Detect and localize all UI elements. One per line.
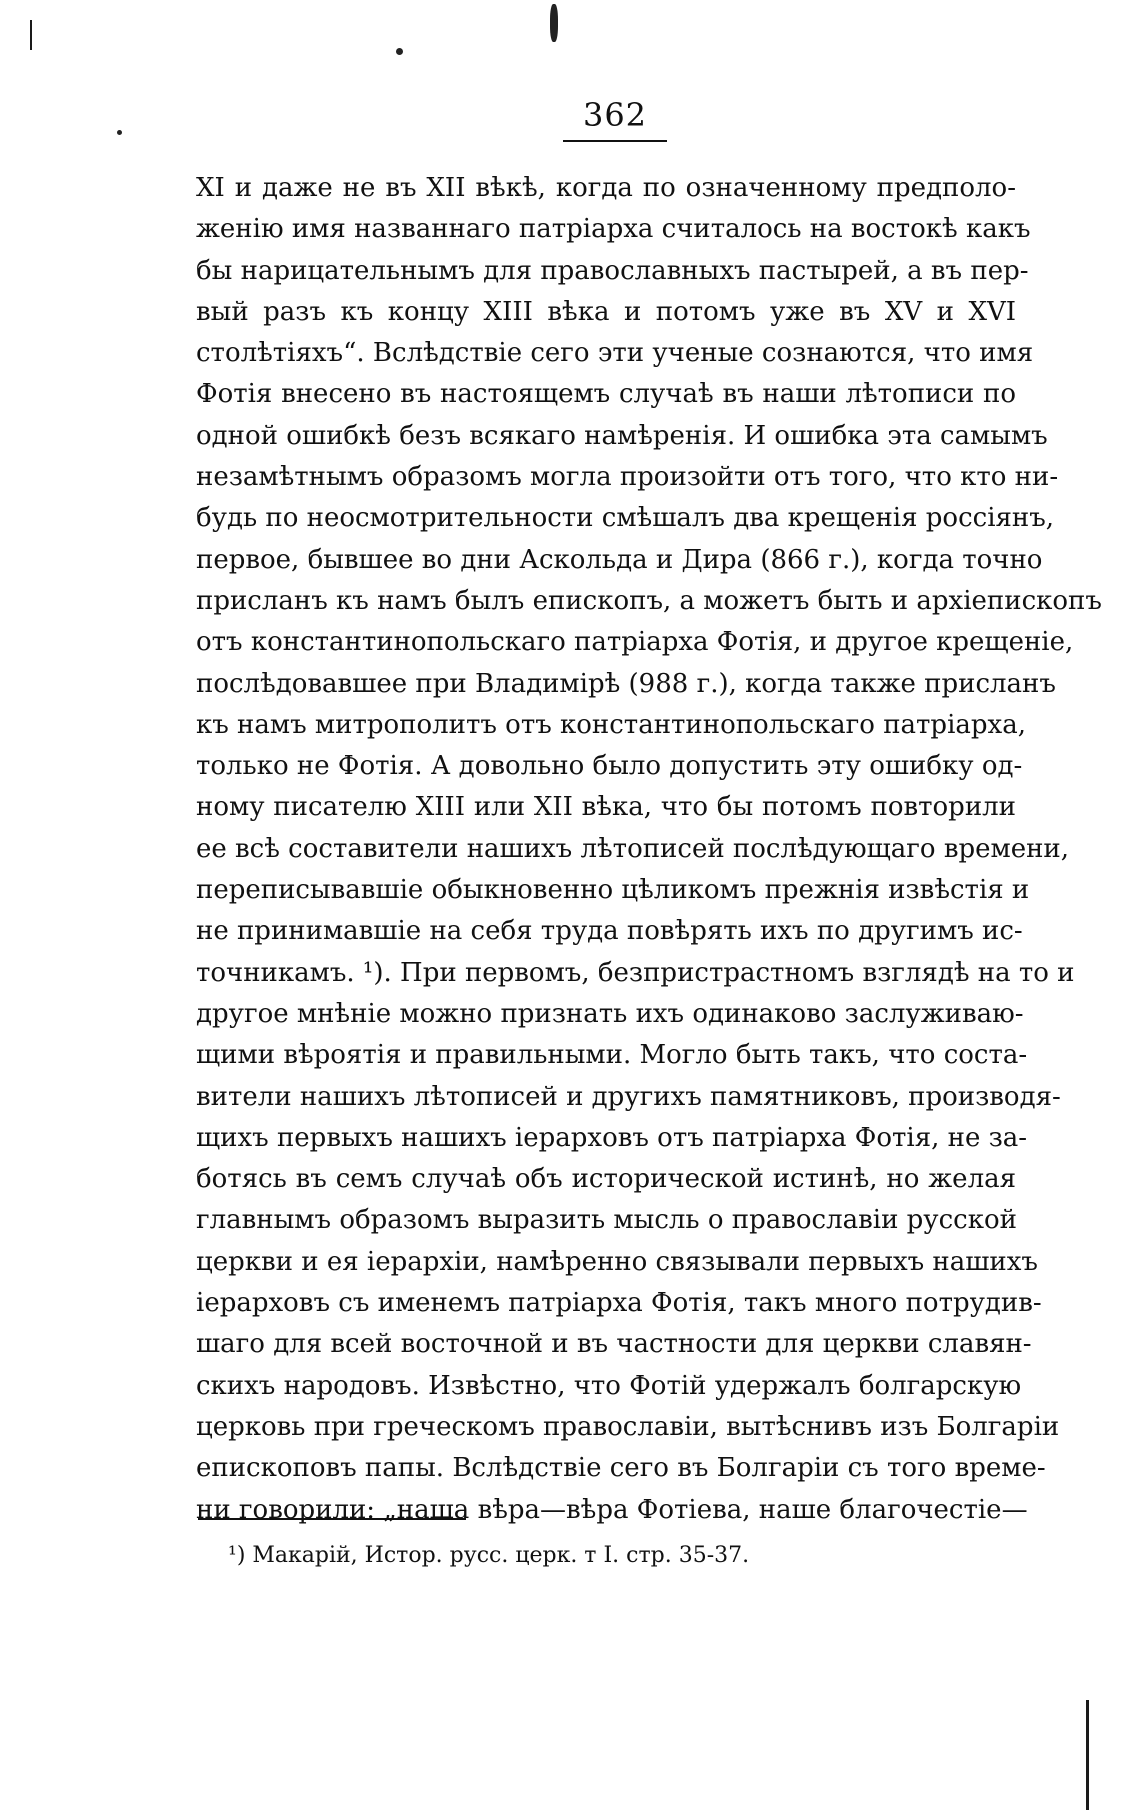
text-line: церковь при греческомъ православіи, вытѣснивъ изъ Болгаріи	[196, 1411, 1060, 1442]
text-line: ботясь въ семъ случаѣ объ исторической истинѣ, но желая	[196, 1164, 1016, 1195]
text-line: ее всѣ составители нашихъ лѣтописей послѣдующаго времени,	[196, 833, 1070, 864]
text-line: ному писателю XIII или XII вѣка, что бы потомъ повторили	[196, 792, 1016, 823]
text-line: іерарховъ съ именемъ патріарха Фотія, такъ много потрудив-	[196, 1288, 1042, 1319]
text-line: вый разъ къ концу XIII вѣка и потомъ уже въ XV и XVI	[196, 296, 1016, 327]
text-line: щихъ первыхъ нашихъ іерарховъ отъ патріарха Фотія, не за-	[196, 1122, 1028, 1153]
page-number-rule	[563, 140, 667, 142]
text-line: церкви и ея іерархіи, намѣренно связывали первыхъ нашихъ	[196, 1246, 1038, 1277]
text-line: будь по неосмотрительности смѣшалъ два крещенія россіянъ,	[196, 503, 1055, 534]
text-line: ни говорили: „наша вѣра—вѣра Фотіева, наше благочестіе—	[196, 1494, 1028, 1525]
text-line: послѣдовавшее при Владимірѣ (988 г.), когда также присланъ	[196, 668, 1056, 699]
text-line: отъ константинопольскаго патріарха Фотія, и другое крещеніе,	[196, 627, 1074, 658]
page-edge-mark	[1086, 1700, 1089, 1810]
text-line: къ намъ митрополитъ отъ константинопольскаго патріарха,	[196, 709, 1026, 740]
text-line: скихъ народовъ. Извѣстно, что Фотій удержалъ болгарскую	[196, 1370, 1022, 1401]
footnote: ¹) Макарій, Истор. русс. церк. т I. стр. 35-37.	[228, 1543, 750, 1568]
text-line: переписывавшіе обыкновенно цѣликомъ прежнія извѣстія и	[196, 875, 1030, 906]
text-line: не принимавшіе на себя труда повѣрять ихъ по другимъ ис-	[196, 916, 1023, 947]
page-edge-mark	[30, 20, 32, 50]
text-line: Фотія внесено въ настоящемъ случаѣ въ наши лѣтописи по	[196, 379, 1016, 410]
body-text	[196, 168, 1102, 1531]
page-number: 362	[582, 96, 648, 134]
text-line: столѣтіяхъ“. Вслѣдствіе сего эти ученые сознаются, что имя	[196, 338, 1034, 369]
text-line: бы нарицательнымъ для православныхъ пастырей, а въ пер-	[196, 255, 1029, 286]
text-line: одной ошибкѣ безъ всякаго намѣренія. И ошибка эта самымъ	[196, 420, 1048, 451]
ink-speck	[117, 130, 122, 135]
ink-mark	[550, 4, 558, 42]
text-line: XI и даже не въ XII вѣкѣ, когда по означенному предполо-	[196, 173, 1016, 203]
text-line: щими вѣроятія и правильными. Могло быть такъ, что соста-	[196, 1040, 1028, 1071]
text-line: женію имя названнаго патріарха считалось на востокѣ какъ	[196, 214, 1031, 245]
text-line: только не Фотія. А довольно было допустить эту ошибку од-	[196, 751, 1023, 782]
text-line: вители нашихъ лѣтописей и другихъ памятниковъ, производя-	[196, 1081, 1061, 1112]
ink-speck	[396, 48, 403, 55]
text-line: епископовъ папы. Вслѣдствіе сего въ Болгаріи съ того време-	[196, 1453, 1046, 1484]
text-line: первое, бывшее во дни Аскольда и Дира (866 г.), когда точно	[196, 544, 1043, 575]
text-line: присланъ къ намъ былъ епископъ, а можетъ быть и архіепископъ	[196, 585, 1102, 616]
text-line: незамѣтнымъ образомъ могла произойти отъ того, что кто ни-	[196, 462, 1059, 493]
footnote-rule	[198, 1518, 466, 1520]
text-line: главнымъ образомъ выразить мысль о православіи русской	[196, 1205, 1017, 1236]
text-line: шаго для всей восточной и въ частности для церкви славян-	[196, 1329, 1032, 1360]
text-line: точникамъ. ¹). При первомъ, безпристрастномъ взглядѣ на то и	[196, 957, 1075, 988]
text-line: другое мнѣніе можно признать ихъ одинаково заслуживаю-	[196, 998, 1024, 1029]
